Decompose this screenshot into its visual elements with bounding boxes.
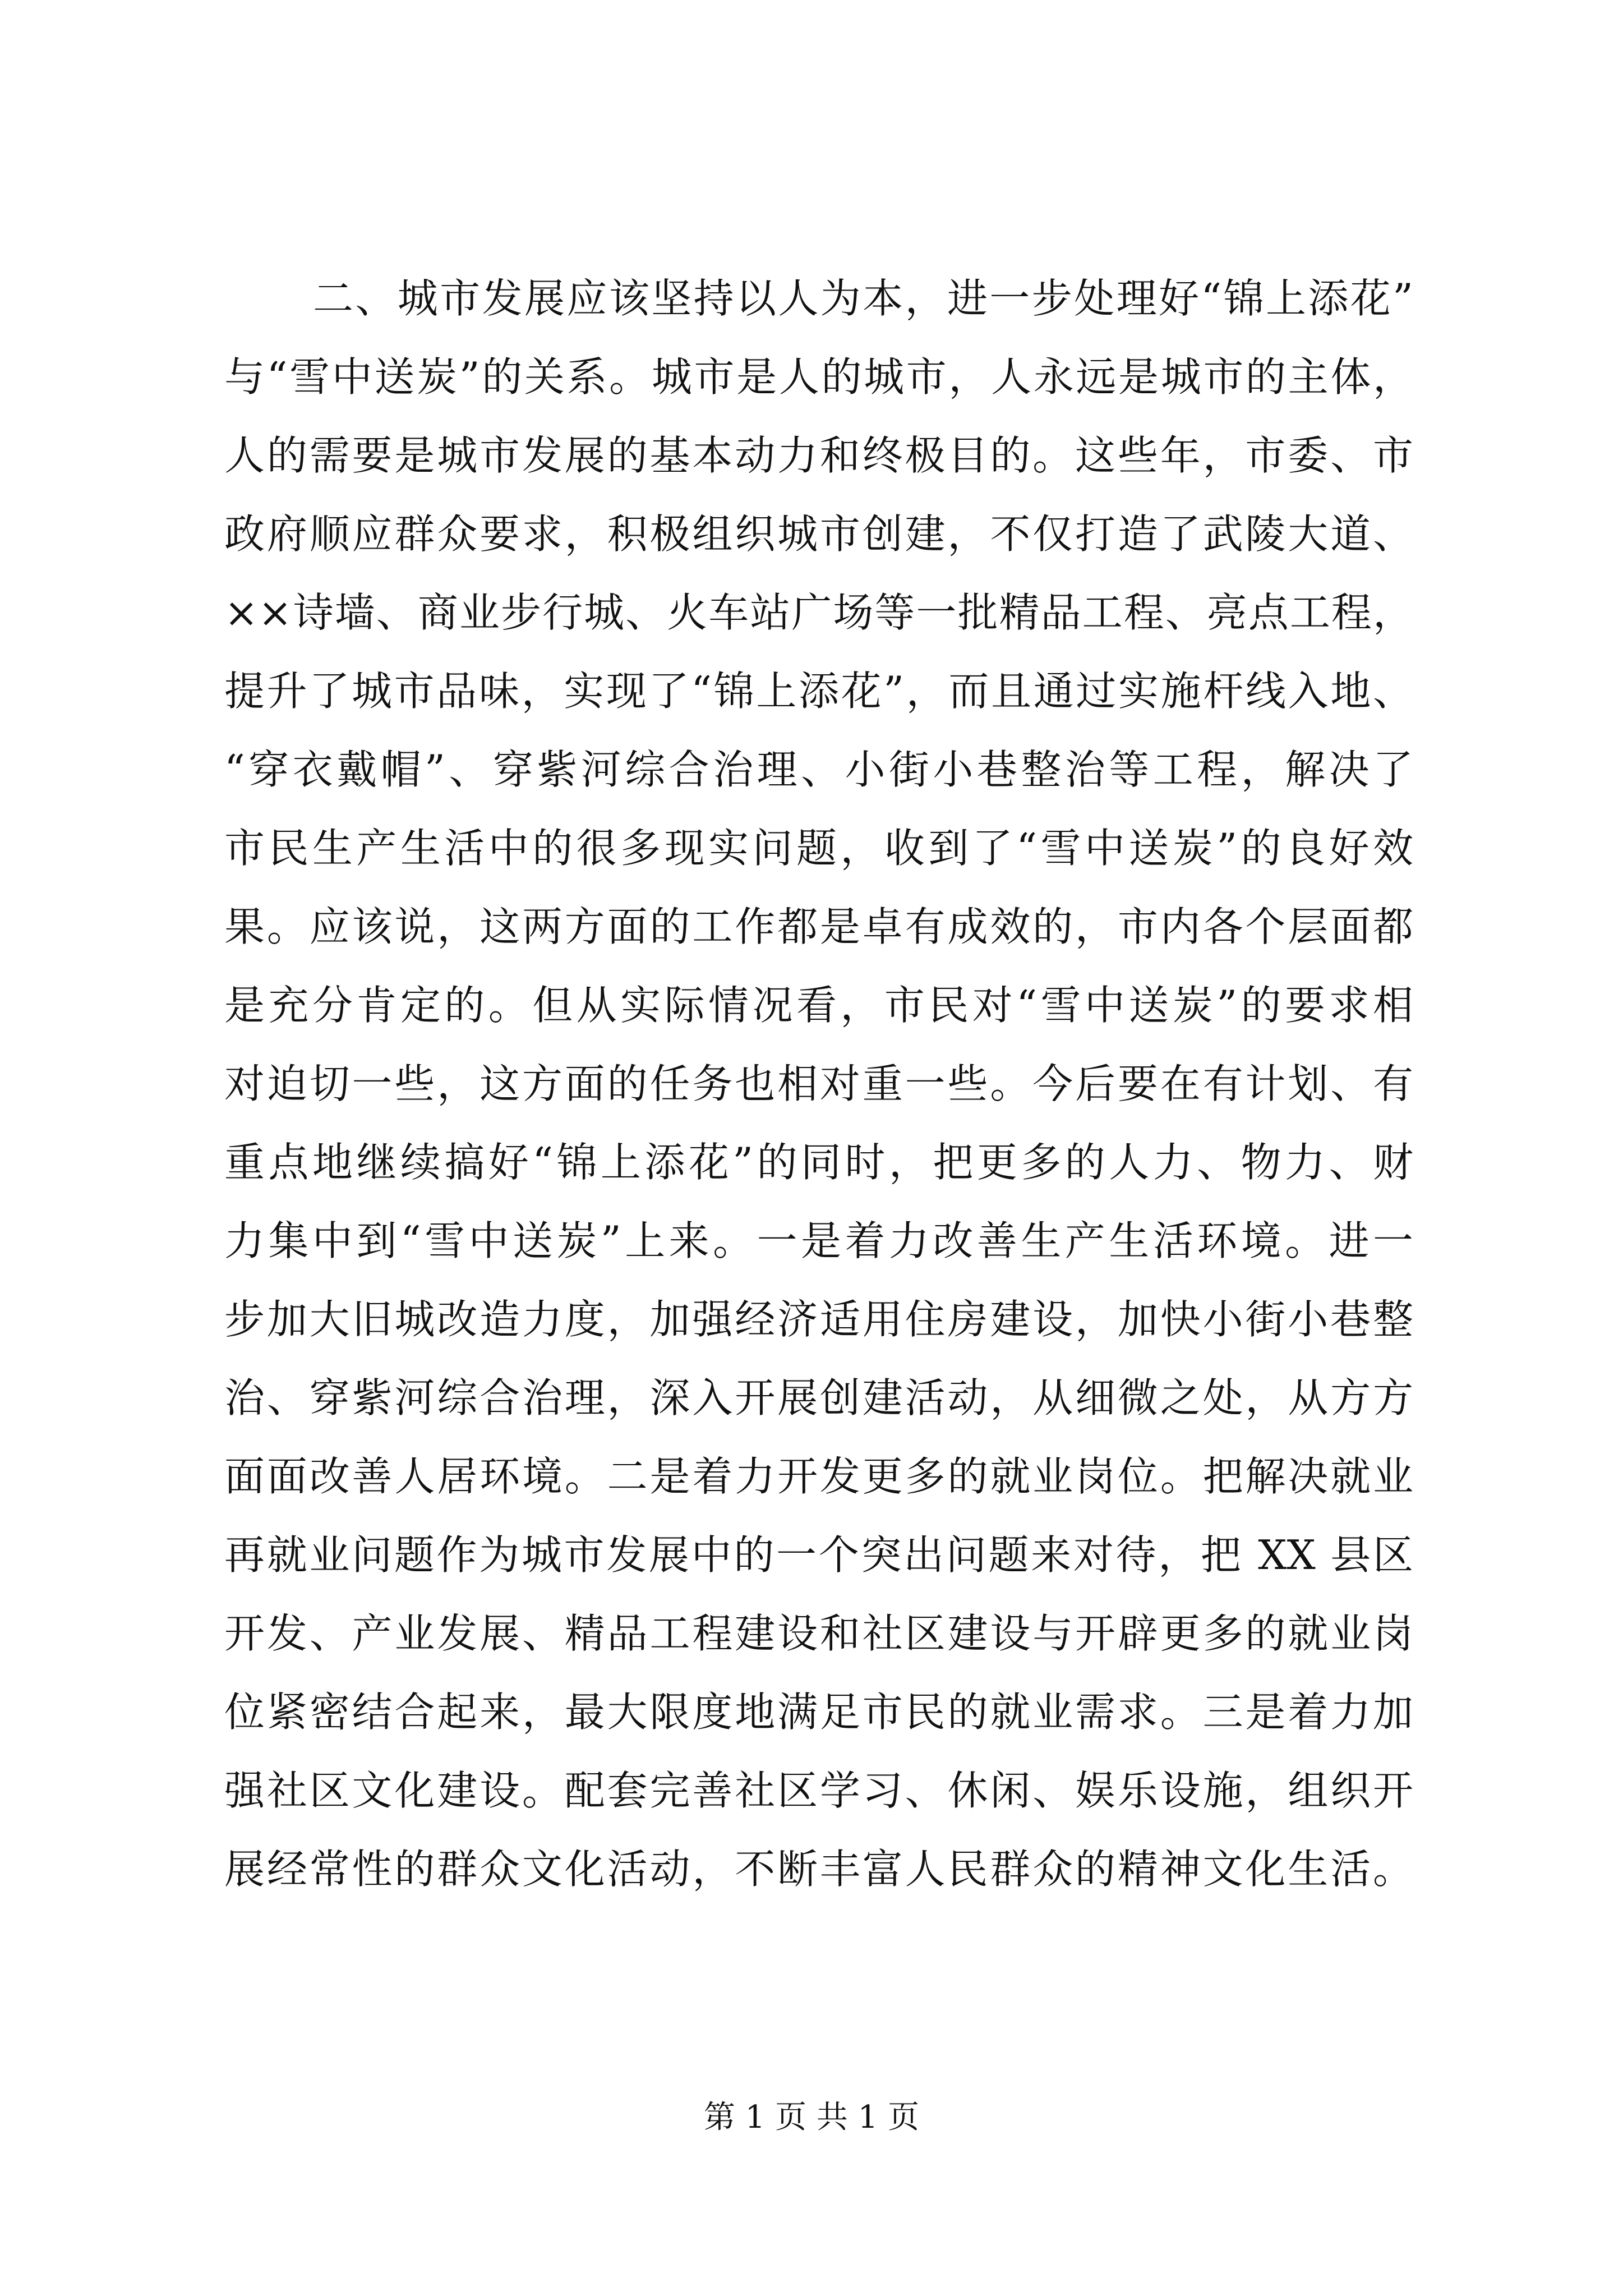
- paragraph-line: 市民生产生活中的很多现实问题，收到了“雪中送炭”的良好效: [224, 825, 1413, 872]
- paragraph-line: 政府顺应群众要求，积极组织城市创建，不仅打造了武陵大道、: [224, 510, 1413, 558]
- paragraph-line: 对迫切一些，这方面的任务也相对重一些。今后要在有计划、有: [224, 1060, 1413, 1107]
- paragraph-line: 步加大旧城改造力度，加强经济适用住房建设，加快小街小巷整: [224, 1296, 1413, 1343]
- paragraph-line: 重点地继续搞好“锦上添花”的同时，把更多的人力、物力、财: [224, 1139, 1413, 1186]
- paragraph-line: ××诗墙、商业步行城、火车站广场等一批精品工程、亮点工程，: [224, 589, 1413, 636]
- paragraph-line: 开发、产业发展、精品工程建设和社区建设与开辟更多的就业岗: [224, 1610, 1413, 1657]
- paragraph-line: “穿衣戴帽”、穿紫河综合治理、小街小巷整治等工程，解决了: [224, 746, 1413, 793]
- page-footer: 第 1 页 共 1 页: [703, 2099, 920, 2136]
- paragraph-line: 人的需要是城市发展的基本动力和终极目的。这些年，市委、市: [224, 432, 1413, 479]
- paragraph-line: 果。应该说，这两方面的工作都是卓有成效的，市内各个层面都: [224, 903, 1413, 950]
- paragraph-line: 面面改善人居环境。二是着力开发更多的就业岗位。把解决就业: [224, 1453, 1413, 1500]
- paragraph-line: 展经常性的群众文化活动，不断丰富人民群众的精神文化生活。: [224, 1846, 1413, 1893]
- paragraph-line: 位紧密结合起来，最大限度地满足市民的就业需求。三是着力加: [224, 1688, 1413, 1736]
- paragraph-line: 力集中到“雪中送炭”上来。一是着力改善生产生活环境。进一: [224, 1217, 1413, 1264]
- body-paragraph: [224, 259, 1413, 1908]
- paragraph-line: 再就业问题作为城市发展中的一个突出问题来对待，把 XX 县区: [224, 1531, 1413, 1579]
- paragraph-line: 提升了城市品味，实现了“锦上添花”，而且通过实施杆线入地、: [224, 668, 1413, 715]
- paragraph-line: 强社区文化建设。配套完善社区学习、休闲、娱乐设施，组织开: [224, 1767, 1413, 1814]
- paragraph-line: 与“雪中送炭”的关系。城市是人的城市，人永远是城市的主体，: [224, 353, 1413, 401]
- paragraph-line: 二、城市发展应该坚持以人为本，进一步处理好“锦上添花”: [313, 275, 1413, 322]
- paragraph-line: 治、穿紫河综合治理，深入开展创建活动，从细微之处，从方方: [224, 1374, 1413, 1421]
- paragraph-line: 是充分肯定的。但从实际情况看，市民对“雪中送炭”的要求相: [224, 982, 1413, 1029]
